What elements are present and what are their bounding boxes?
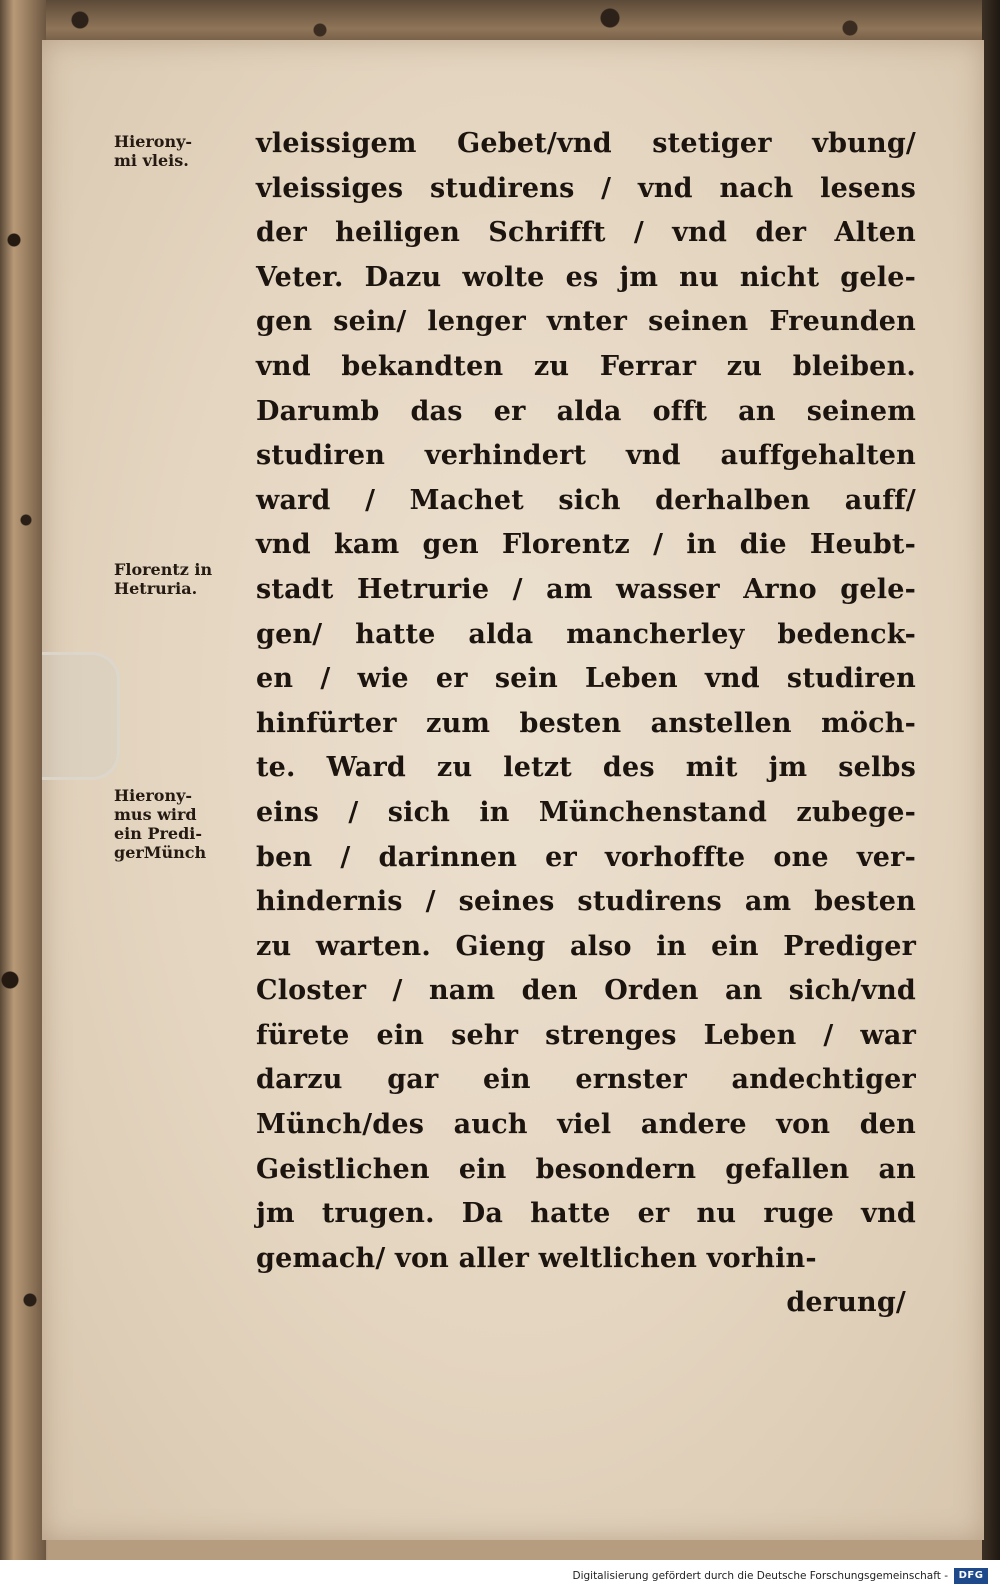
margin-note-line: Florentz in xyxy=(114,560,213,579)
margin-note-line: Hierony- xyxy=(114,786,193,805)
right-page-edge xyxy=(982,0,1000,1560)
text-line: gen/ hatte alda mancherley bedenck- xyxy=(256,618,916,650)
text-line: Closter / nam den Orden an sich/vnd xyxy=(256,975,916,1007)
margin-note-line: Hierony- xyxy=(114,132,193,151)
text-line: fürete ein sehr strenges Leben / war xyxy=(256,1019,916,1051)
text-line: te. Ward zu letzt des mit jm selbs xyxy=(256,752,916,784)
text-line: vleissiges studirens / vnd nach lesens xyxy=(256,172,916,204)
text-line: jm trugen. Da hatte er nu ruge vnd xyxy=(256,1198,916,1230)
margin-note-line: Hetruria. xyxy=(114,579,198,598)
margin-note-line: mus wird xyxy=(114,805,197,824)
text-line: Veter. Dazu wolte es jm nu nicht gele- xyxy=(256,261,916,293)
text-line: Darumb das er alda offt an seinem xyxy=(256,395,916,427)
page-clip xyxy=(42,652,120,780)
margin-note-line: mi vleis. xyxy=(114,151,189,170)
text-line: studiren verhindert vnd auffgehalten xyxy=(256,440,916,472)
left-cover-edge xyxy=(0,0,46,1560)
margin-note-monk xyxy=(114,786,254,862)
footer-bar xyxy=(0,1560,1000,1593)
margin-note-florentz xyxy=(114,560,254,598)
text-line: vleissigem Gebet/vnd stetiger vbung/ xyxy=(256,128,916,159)
text-line: hindernis / seines studirens am besten xyxy=(256,886,916,918)
text-line: vnd bekandten zu Ferrar zu bleiben. xyxy=(256,350,916,382)
text-line: Geistlichen ein besondern gefallen an xyxy=(256,1153,916,1185)
text-line: ward / Machet sich derhalben auff/ xyxy=(256,484,916,516)
text-line: gen sein/ lenger vnter seinen Freunden xyxy=(256,306,916,338)
funding-credit: Digitalisierung gefördert durch die Deutsche Forschungsgemeinschaft - xyxy=(572,1570,948,1582)
text-line: gemach/ von aller weltlichen vorhin- xyxy=(256,1242,817,1274)
text-line: der heiligen Schrifft / vnd der Alten xyxy=(256,217,916,249)
text-line: ben / darinnen er vorhoffte one ver- xyxy=(256,841,916,873)
text-line: zu warten. Gieng also in ein Prediger xyxy=(256,930,916,962)
text-line: en / wie er sein Leben vnd studiren xyxy=(256,663,916,695)
catchword: derung/ xyxy=(786,1287,906,1319)
text-line: vnd kam gen Florentz / in die Heubt- xyxy=(256,529,916,561)
margin-note-hieronymi xyxy=(114,132,254,170)
text-line: Münch/des auch viel andere von den xyxy=(256,1109,916,1141)
text-line: eins / sich in Münchenstand zubege- xyxy=(256,796,916,828)
text-line: hinfürter zum besten anstellen möch- xyxy=(256,707,916,739)
dfg-logo: DFG xyxy=(954,1568,988,1584)
margin-note-line: gerMünch xyxy=(114,843,207,862)
text-line: darzu gar ein ernster andechtiger xyxy=(256,1064,916,1096)
main-text-block xyxy=(256,122,916,1326)
text-line: stadt Hetrurie / am wasser Arno gele- xyxy=(256,573,916,605)
margin-note-line: ein Predi- xyxy=(114,824,203,843)
